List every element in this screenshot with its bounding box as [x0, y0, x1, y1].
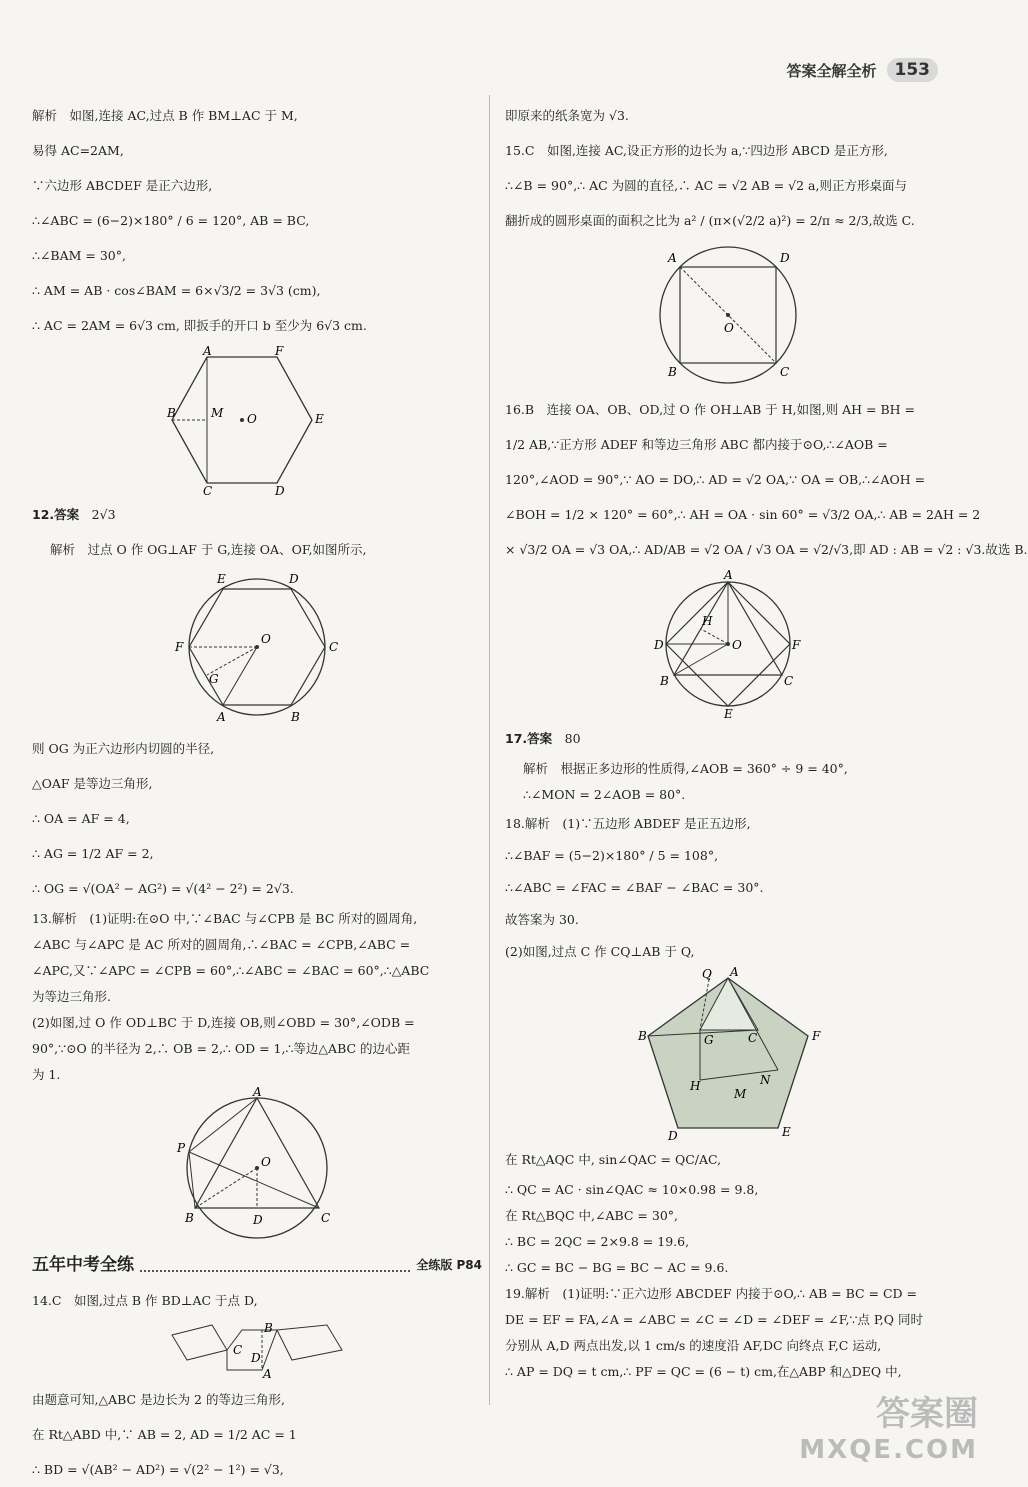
pentagon-figure: [637, 965, 820, 1143]
svg-text:F: F: [275, 344, 284, 358]
q12-after: △OAF 是等边三角形,: [32, 776, 153, 791]
q11-line: ∴ AC = 2AM = 6√3 cm, 即扳手的开口 b 至少为 6√3 cm.: [32, 318, 367, 333]
watermark-line2: MXQE.COM: [799, 1435, 978, 1465]
q18-after: 在 Rt△BQC 中,∠ABC = 30°,: [505, 1208, 678, 1223]
svg-text:G: G: [703, 1033, 714, 1047]
q18-line: 故答案为 30.: [505, 912, 579, 927]
svg-text:C: C: [321, 1211, 331, 1225]
section-heading: [32, 1248, 482, 1283]
q15-line: ∴∠B = 90°,∴ AC 为圆的直径,∴ AC = √2 AB = √2 a,则正方形桌面与: [505, 178, 907, 193]
q11-line: 解析 如图,连接 AC,过点 B 作 BM⊥AC 于 M,: [32, 108, 298, 123]
q18-after: ∴ BC = 2QC = 2×9.8 = 19.6,: [505, 1234, 690, 1249]
svg-text:M: M: [211, 406, 224, 420]
svg-text:O: O: [247, 412, 257, 426]
section-dots: [140, 1260, 410, 1272]
svg-text:E: E: [723, 707, 733, 721]
q11-line: ∴ AM = AB · cos∠BAM = 6×√3/2 = 3√3 (cm),: [32, 283, 321, 298]
q16-line: 120°,∠AOD = 90°,∵ AO = DO,∴ AD = √2 OA,∵ OA = OB,∴∠AOH =: [505, 472, 926, 487]
svg-text:D: D: [667, 1129, 678, 1143]
q11-line: ∴∠BAM = 30°,: [32, 248, 126, 263]
q18-after: ∴ QC = AC · sin∠QAC ≈ 10×0.98 = 9.8,: [505, 1182, 759, 1197]
q19-line: 分别从 A,D 两点出发,以 1 cm/s 的速度沿 AF,DC 向终点 F,C 运动,: [505, 1338, 882, 1353]
section-title: 五年中考全练: [32, 1255, 134, 1275]
circle-square-figure: [638, 240, 818, 390]
svg-text:B: B: [659, 674, 669, 688]
svg-text:A: A: [217, 710, 226, 724]
svg-text:B: B: [667, 365, 677, 379]
watermark-line1: 答案圈: [876, 1394, 978, 1434]
q16-line: 1/2 AB,∵正方形 ADEF 和等边三角形 ABC 都内接于⊙O,∴∠AOB =: [505, 437, 888, 452]
svg-text:A: A: [253, 1085, 262, 1099]
svg-text:E: E: [315, 412, 324, 426]
svg-text:O: O: [261, 1155, 271, 1169]
svg-text:A: A: [723, 568, 733, 582]
q13-line: (2)如图,过 O 作 OD⊥BC 于 D,连接 OB,则∠OBD = 30°,∠ODB =: [32, 1015, 415, 1030]
hexagon-figure: [167, 344, 347, 498]
q13-line: ∠APC,又∵∠APC = ∠CPB = 60°,∴∠ABC = ∠BAC = 60°,∴△ABC: [32, 963, 430, 978]
q19-line: DE = EF = FA,∠A = ∠ABC = ∠C = ∠D = ∠DEF = ∠F,∵点 P,Q 同时: [505, 1312, 923, 1327]
svg-text:G: G: [209, 672, 219, 686]
svg-text:F: F: [811, 1029, 820, 1043]
svg-text:A: A: [729, 965, 739, 979]
q15-line: 15.C 如图,连接 AC,设正方形的边长为 a,∵四边形 ABCD 是正方形,: [505, 143, 888, 158]
svg-text:O: O: [723, 321, 734, 335]
svg-text:D: D: [275, 484, 285, 498]
q17-answer: 80: [564, 731, 581, 746]
q16-line: ∠BOH = 1/2 × 120° = 60°,∴ AH = OA · sin 60° = √3/2 OA,∴ AB = 2AH = 2: [505, 507, 981, 522]
svg-text:C: C: [779, 365, 789, 379]
right-column: [505, 98, 1028, 1385]
svg-text:B: B: [637, 1029, 647, 1043]
svg-text:C: C: [329, 640, 339, 654]
q12-label: 12.答案: [32, 507, 80, 522]
q14-after: 在 Rt△ABD 中,∵ AB = 2, AD = 1/2 AC = 1: [32, 1427, 297, 1442]
q14-after: ∴ BD = √(AB² − AD²) = √(2² − 1²) = √3,: [32, 1462, 284, 1477]
q17-label: 17.答案: [505, 731, 553, 746]
q11-line: ∵六边形 ABCDEF 是正六边形,: [32, 178, 213, 193]
watermark: [799, 1386, 978, 1465]
svg-text:D: D: [653, 638, 664, 652]
paper-strip-figure: [167, 1320, 347, 1380]
q12-after: ∴ OG = √(OA² − AG²) = √(4² − 2²) = 2√3.: [32, 881, 294, 896]
svg-text:C: C: [203, 484, 213, 498]
q11-line: 易得 AC=2AM,: [32, 143, 124, 158]
svg-text:E: E: [781, 1125, 791, 1139]
svg-text:B: B: [167, 406, 176, 420]
q17-line: 解析 根据正多边形的性质得,∠AOB = 360° ÷ 9 = 40°,: [523, 761, 848, 776]
q12-after: ∴ OA = AF = 4,: [32, 811, 130, 826]
page-header: [786, 58, 938, 82]
page-number: 153: [887, 58, 939, 82]
svg-text:O: O: [731, 638, 742, 652]
svg-text:C: C: [783, 674, 793, 688]
q12-line: 解析 过点 O 作 OG⊥AF 于 G,连接 OA、OF,如图所示,: [50, 542, 367, 557]
circle-hexagon-figure: [167, 569, 347, 729]
svg-text:H: H: [701, 614, 712, 628]
q16-line: 16.B 连接 OA、OB、OD,过 O 作 OH⊥AB 于 H,如图,则 AH = BH =: [505, 402, 915, 417]
circle-triangle-figure: [167, 1085, 347, 1240]
svg-text:F: F: [791, 638, 800, 652]
q18-line: (2)如图,过点 C 作 CQ⊥AB 于 Q,: [505, 944, 695, 959]
svg-text:P: P: [177, 1141, 186, 1155]
q19-line: ∴ AP = DQ = t cm,∴ PF = QC = (6 − t) cm,在△ABP 和△DEQ 中,: [505, 1364, 902, 1379]
svg-text:F: F: [175, 640, 184, 654]
q13-line: 为等边三角形.: [32, 989, 111, 1004]
svg-text:O: O: [261, 632, 271, 646]
left-column: [32, 98, 482, 1487]
q18-line: ∴∠ABC = ∠FAC = ∠BAF − ∠BAC = 30°.: [505, 880, 764, 895]
q11-line: ∴∠ABC = (6−2)×180° / 6 = 120°, AB = BC,: [32, 213, 310, 228]
svg-text:D: D: [289, 572, 299, 586]
q18-line: ∴∠BAF = (5−2)×180° / 5 = 108°,: [505, 848, 719, 863]
q14-after: 由题意可知,△ABC 是边长为 2 的等边三角形,: [32, 1392, 285, 1407]
svg-text:A: A: [263, 1367, 272, 1381]
svg-text:C: C: [747, 1031, 757, 1045]
svg-text:M: M: [733, 1087, 746, 1101]
q13-line: ∠ABC 与∠APC 是 AC 所对的圆周角,∴∠BAC = ∠CPB,∠ABC =: [32, 937, 411, 952]
q18-after: ∴ GC = BC − BG = BC − AC = 9.6.: [505, 1260, 729, 1275]
svg-text:E: E: [217, 572, 226, 586]
q18-line: 18.解析 (1)∵五边形 ABDEF 是正五边形,: [505, 816, 751, 831]
header-title: 答案全解全析: [786, 61, 877, 80]
q16-line: × √3/2 OA = √3 OA,∴ AD/AB = √2 OA / √3 OA = √2/√3,即 AD : AB = √2 : √3.故选 B.: [505, 542, 1028, 557]
section-ref: 全练版 P84: [416, 1258, 482, 1272]
q14-continued: 即原来的纸条宽为 √3.: [505, 108, 629, 123]
q19-line: 19.解析 (1)证明:∵正六边形 ABCDEF 内接于⊙O,∴ AB = BC = CD =: [505, 1286, 918, 1301]
q15-line: 翻折成的圆形桌面的面积之比为 a² / (π×(√2/2 a)²) = 2/π ≈ 2/3,故选 C.: [505, 213, 915, 228]
q13-line: 为 1.: [32, 1067, 61, 1082]
q12-after: ∴ AG = 1/2 AF = 2,: [32, 846, 154, 861]
svg-text:Q: Q: [701, 967, 712, 981]
q18-after: 在 Rt△AQC 中, sin∠QAC = QC/AC,: [505, 1152, 722, 1167]
column-divider: [489, 95, 490, 1405]
svg-text:N: N: [759, 1073, 770, 1087]
q13-line: 90°,∵⊙O 的半径为 2,∴ OB = 2,∴ OD = 1,∴等边△ABC 的边心距: [32, 1041, 411, 1056]
q17-line: ∴∠MON = 2∠AOB = 80°.: [523, 787, 686, 802]
svg-text:D: D: [253, 1213, 263, 1227]
q13-line: 13.解析 (1)证明:在⊙O 中,∵∠BAC 与∠CPB 是 BC 所对的圆周角,: [32, 911, 418, 926]
svg-text:B: B: [291, 710, 300, 724]
svg-text:B: B: [264, 1321, 273, 1335]
svg-text:B: B: [185, 1211, 194, 1225]
circle-square-triangle-figure: [638, 569, 818, 719]
svg-text:H: H: [689, 1079, 700, 1093]
q14-line: 14.C 如图,过点 B 作 BD⊥AC 于点 D,: [32, 1293, 258, 1308]
svg-text:A: A: [667, 251, 677, 265]
svg-text:D: D: [779, 251, 790, 265]
q12-answer: 2√3: [91, 507, 116, 522]
svg-text:D: D: [251, 1351, 261, 1365]
svg-text:A: A: [203, 344, 212, 358]
q12-after: 则 OG 为正六边形内切圆的半径,: [32, 741, 215, 756]
svg-text:C: C: [233, 1343, 243, 1357]
